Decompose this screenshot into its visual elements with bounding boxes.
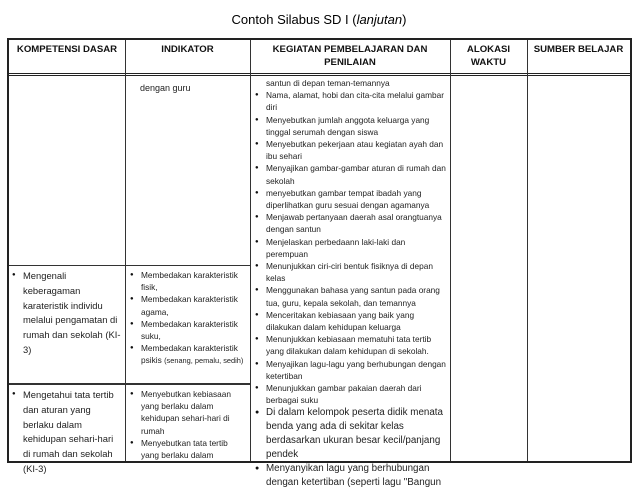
row3-indikator-item: ● Menyebutkan kebiasaan yang berlaku dalam kehidupan sehari-hari di rumah [130,388,246,437]
kegiatan-item: ● Menunjukkan gambar pakaian daerah dari berbagai suku [255,382,447,406]
kegiatan-item: ● Menunjukkan kebiasaan mematuhi tata tertib yang dilakukan dalam kehidupan di sekolah. [255,333,447,357]
column-divider [125,40,126,461]
kegiatan-item: ● Nama, alamat, hobi dan cita-cita melalui gambar diri [255,89,447,113]
row2-indikator [130,269,246,368]
header-indikator-label: INDIKATOR [161,44,214,55]
kegiatan-list [255,89,447,406]
row2-indikator-item: ● Membedakan karakteristik suku, [130,318,246,342]
header-alokasi [450,40,527,73]
row3-indikator-list [130,388,246,461]
header-kegiatan-line1: KEGIATAN PEMBELAJARAN DAN [272,44,428,55]
header-kompetensi-dasar [9,40,125,73]
kegiatan-lead: santun di depan teman-temannya [266,78,390,88]
kegiatan-item: ● Menyajikan gambar-gambar aturan di rumah dan sekolah [255,162,447,186]
row2-indikator-item [130,342,246,367]
row3-kd-list [12,388,122,477]
header-indikator [125,40,250,73]
row3-indikator [130,388,246,461]
column-divider [527,40,528,461]
slide-title [0,12,638,27]
slide-title-main: Contoh Silabus SD I ( [231,12,357,27]
kegiatan-list-large [255,406,447,490]
column-divider [250,40,251,461]
header-kegiatan-line2: PENILAIAN [324,57,376,68]
kegiatan-item: ● Menunjukkan ciri-ciri bentuk fisiknya di depan kelas [255,260,447,284]
kegiatan-item: ● menyebutkan gambar tempat ibadah yang diperlihatkan guru sesuai dengan agamanya [255,187,447,211]
row2-kd-list [12,269,122,358]
table-header [9,40,630,76]
row-divider [9,265,250,266]
kegiatan-column [255,77,447,490]
kegiatan-item-large: ● Di dalam kelompok peserta didik menata benda yang ada di sekitar kelas berdasarkan ukuran besar kecil/panjang pendek [255,406,447,462]
row2-kompetensi-dasar [12,269,122,358]
row2-indikator-list [130,269,246,368]
header-sumber-label: SUMBER BELAJAR [533,44,624,55]
slide-title-close: ) [402,12,407,27]
row2-kd-item: ● Mengenali keberagaman karateristik individu melalui pengamatan di rumah dan sekolah (KI-3) [12,269,122,358]
header-alokasi-line2: WAKTU [470,57,507,68]
row3-indikator-item: ● Menyebutkan tata tertib yang berlaku dalam [130,437,246,461]
kegiatan-item: ● Menggunakan bahasa yang santun pada orang tua, guru, kepala sekolah, dan temannya [255,284,447,308]
row-divider [9,383,250,385]
header-kegiatan [250,40,450,73]
kegiatan-item: ● Menyebutkan jumlah anggota keluarga yang tinggal serumah dengan siswa [255,114,447,138]
kegiatan-item: ● Menjawab pertanyaan daerah asal orangtuanya dengan santun [255,211,447,235]
kegiatan-item: ● Menyajikan lagu-lagu yang berhubungan dengan ketertiban [255,358,447,382]
header-alokasi-line1: ALOKASI [466,44,511,55]
row1-indikator: dengan guru [140,83,191,93]
kegiatan-item: ● Menceritakan kebiasaan yang baik yang dilakukan dalam kehidupan keluarga [255,309,447,333]
header-sumber-belajar [527,40,630,73]
row2-indikator-item: ● Membedakan karakteristik agama, [130,293,246,317]
row2-indikator-sub: (senang, pemalu, sedih) [164,356,244,366]
row3-kompetensi-dasar [12,388,122,477]
header-kd-label: KOMPETENSI DASAR [16,44,118,55]
syllabus-table [7,38,632,489]
column-divider [450,40,451,461]
kegiatan-item: ● Menyebutkan pekerjaan atau kegiatan ayah dan ibu sehari [255,138,447,162]
row2-indikator-text: Membedakan karakteristik psikis [141,343,238,366]
row2-indikator-item: ● Membedakan karakteristik fisik, [130,269,246,293]
row3-kd-item: ● Mengetahui tata tertib dan aturan yang berlaku dalam kehidupan sehari-hari di rumah dan sekolah (KI-3) [12,388,122,477]
slide-title-italic: lanjutan [356,12,403,27]
kegiatan-item-large: ● Menyanyikan lagu yang berhubungan dengan ketertiban (seperti lagu "Bangun [255,462,447,490]
kegiatan-item: ● Menjelaskan perbedaann laki-laki dan perempuan [255,236,447,260]
